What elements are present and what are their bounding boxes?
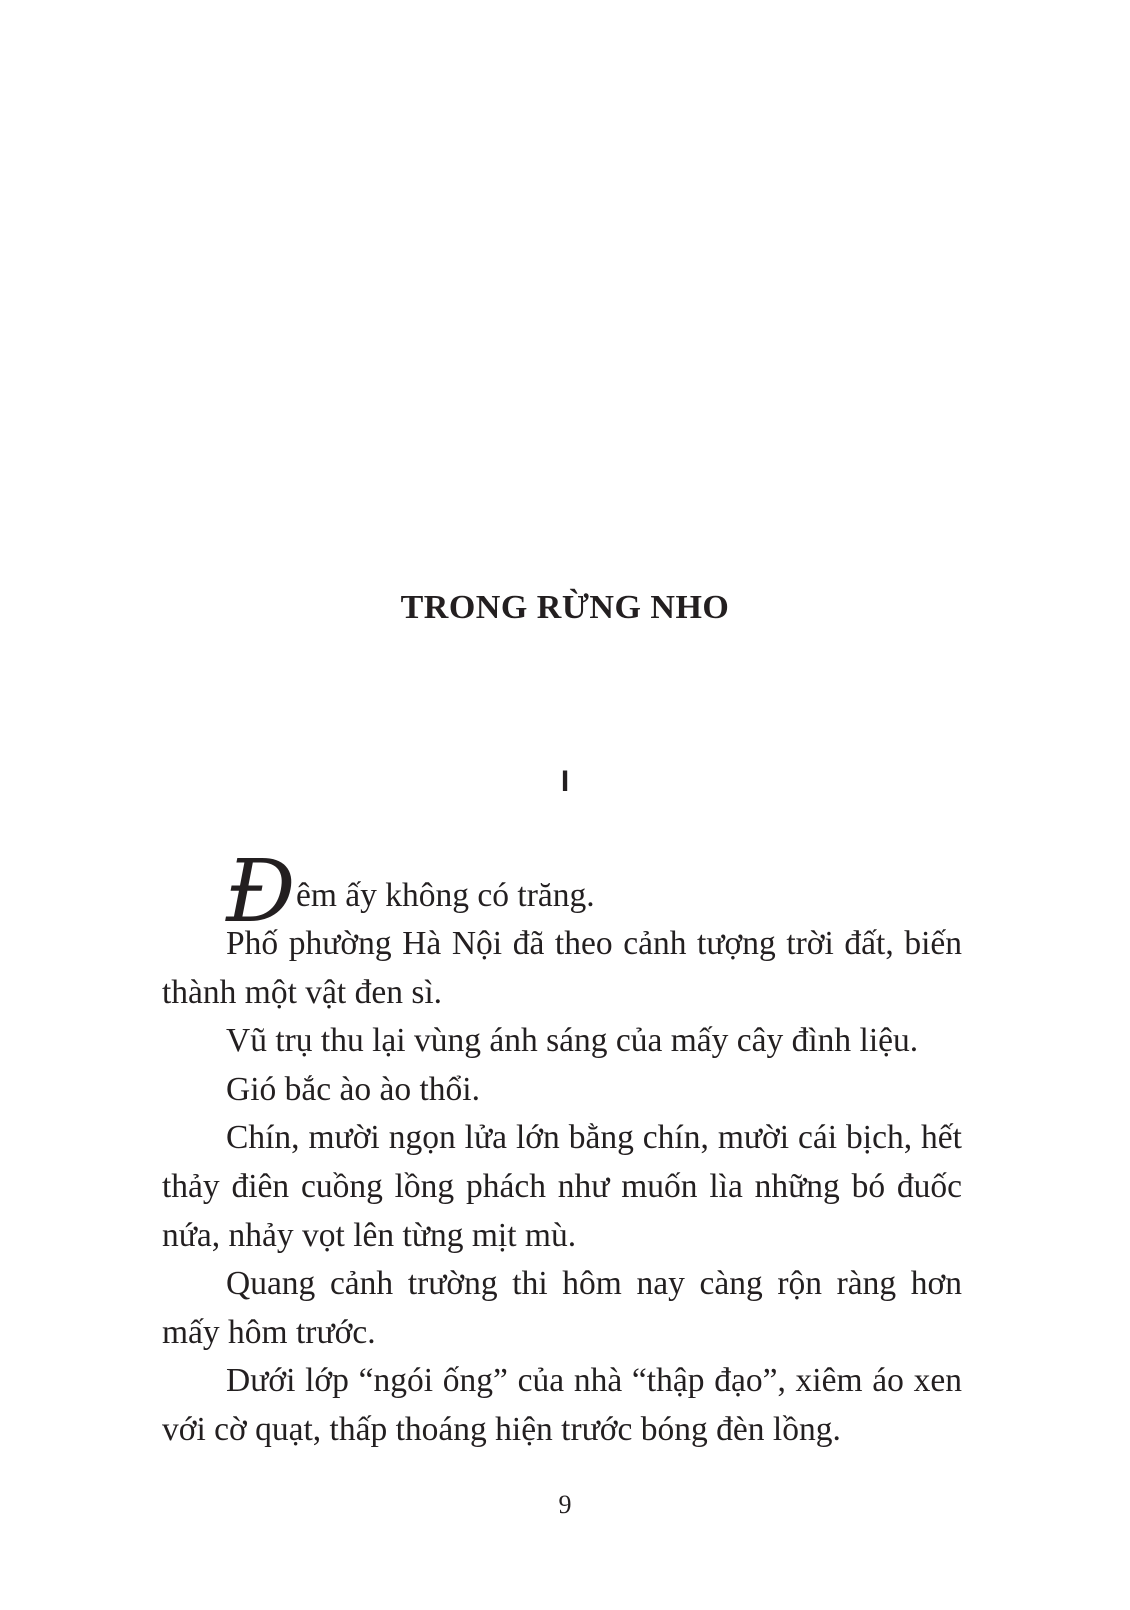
paragraph: Dưới lớp “ngói ống” của nhà “thập đạo”, xiêm áo xen với cờ quạt, thấp thoáng hiện trước bóng đèn lồng. <box>162 1362 962 1448</box>
chapter-title: TRONG RỪNG NHO <box>400 589 730 626</box>
paragraph: Phố phường Hà Nội đã theo cảnh tượng trời đất, biến thành một vật đen sì. <box>162 925 962 1011</box>
page-number: 9 <box>558 1490 572 1519</box>
drop-cap: Đ <box>226 842 296 942</box>
paragraph: Quang cảnh trường thi hôm nay càng rộn ràng hơn mấy hôm trước. <box>162 1265 962 1351</box>
paragraph: Gió bắc ào ào thổi. <box>226 1070 480 1108</box>
first-paragraph <box>162 842 962 942</box>
paragraph: Vũ trụ thu lại vùng ánh sáng của mấy cây đình liệu. <box>226 1022 919 1060</box>
paragraph: Chín, mười ngọn lửa lớn bằng chín, mười cái bịch, hết thảy điên cuồng lồng phách như muốn lìa những bó đuốc nứa, nhảy vọt lên từng mịt mù. <box>162 1119 962 1254</box>
body-text <box>162 842 962 1455</box>
section-number: I <box>560 765 570 798</box>
first-line-text: êm ấy không có trăng. <box>296 877 595 914</box>
